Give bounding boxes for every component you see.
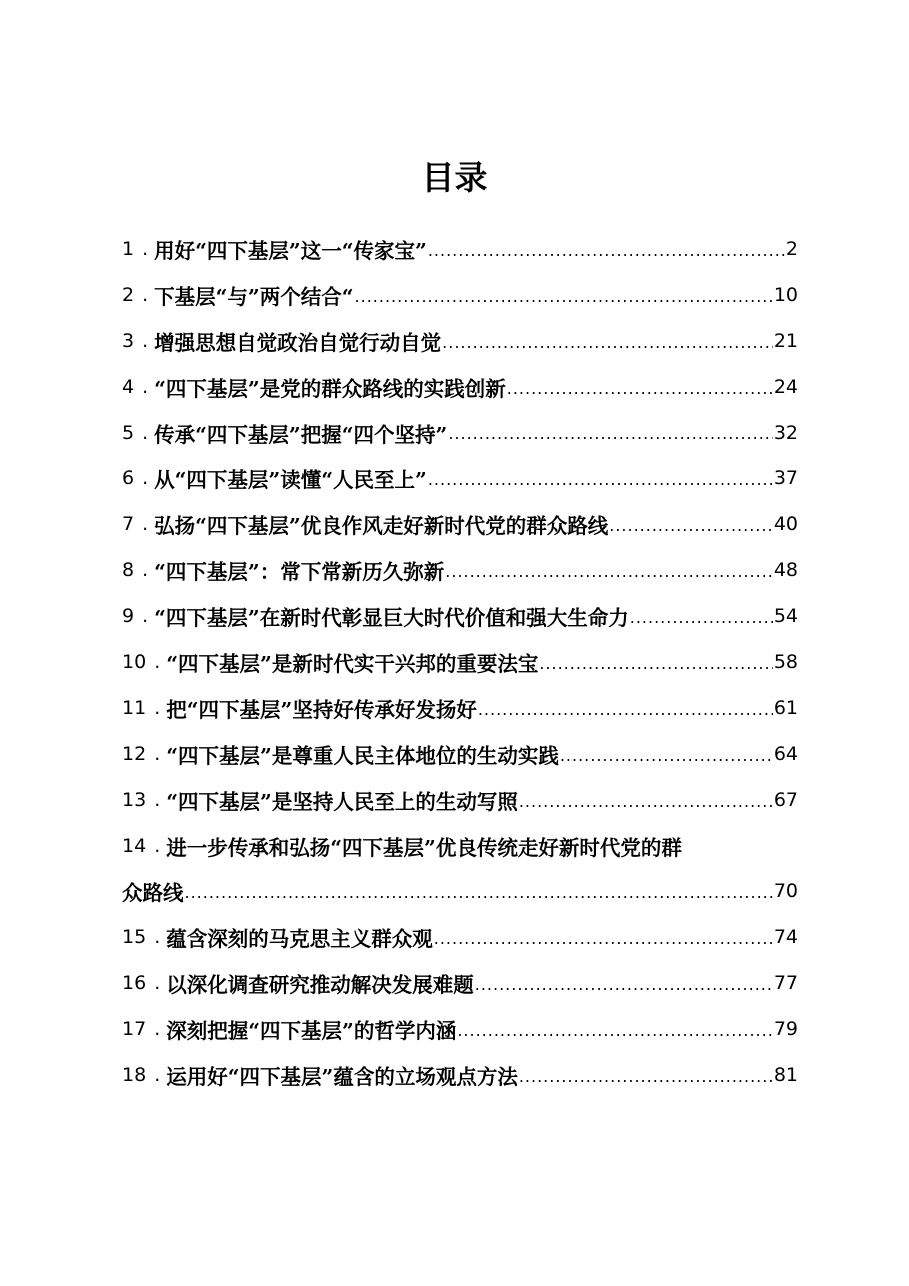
toc-entry-2[interactable]: 2 . 下基层“与”两个结合“ ..... 10 bbox=[122, 272, 798, 318]
toc-entry-page: 40 bbox=[773, 513, 798, 536]
toc-entry-title: 运用好“四下基层”蕴含的立场观点方法 bbox=[166, 1064, 518, 1089]
dot-leader bbox=[609, 516, 773, 547]
dot-leader bbox=[539, 654, 772, 685]
toc-entry-page: 24 bbox=[773, 375, 798, 398]
toc-entry-title: 以深化调查研究推动解决发展难题 bbox=[166, 973, 474, 998]
toc-entry-title: 蕴含深刻的马克思主义群众观 bbox=[166, 927, 433, 952]
toc-entry-title: “四下基层”是新时代实干兴邦的重要法宝 bbox=[166, 651, 539, 676]
toc-entry-title: 从“四下基层”读懂“人民至上” bbox=[154, 468, 427, 493]
toc-entry-number: 11 bbox=[122, 696, 147, 719]
dot-leader bbox=[442, 333, 773, 364]
toc-entry-number: 1 bbox=[122, 237, 135, 260]
toc-entry-title: 传承“四下基层”把握“四个坚持” bbox=[154, 422, 448, 447]
toc-entry-15[interactable]: 15 . 蕴含深刻的马克思主义群众观 ..... 74 bbox=[122, 914, 798, 960]
toc-entry-title-continued: 众路线 bbox=[122, 881, 184, 906]
toc-title: 目录 bbox=[421, 158, 488, 197]
toc-entry-title: 用好“四下基层”这一“传家宝” bbox=[154, 238, 427, 263]
toc-entry-number: 10 bbox=[122, 650, 147, 673]
toc-entry-page: 79 bbox=[773, 1018, 798, 1041]
toc-entry-18[interactable]: 18 . 运用好“四下基层”蕴含的立场观点方法 ..... 81 bbox=[122, 1052, 798, 1098]
toc-entry-title: 深刻把握“四下基层”的哲学内涵 bbox=[166, 1019, 457, 1044]
dot-leader bbox=[434, 929, 773, 960]
toc-entry-7[interactable]: 7 . 弘扬“四下基层”优良作风走好新时代党的群众路线 ..... 40 bbox=[122, 501, 798, 547]
toc-entry-title: “四下基层”是党的群众路线的实践创新 bbox=[154, 376, 506, 401]
toc-entry-number: 5 bbox=[122, 421, 135, 444]
toc-entry-5[interactable]: 5 . 传承“四下基层”把握“四个坚持” ..... 32 bbox=[122, 410, 798, 456]
toc-entry-number: 18 bbox=[122, 1063, 147, 1086]
toc-entry-page: 2 bbox=[785, 237, 798, 260]
dot-leader bbox=[445, 562, 773, 593]
toc-entry-page: 10 bbox=[773, 283, 798, 306]
toc-entry-number: 13 bbox=[122, 788, 147, 811]
toc-entry-title: 增强思想自觉政治自觉行动自觉 bbox=[154, 330, 442, 355]
toc-entry-title: 弘扬“四下基层”优良作风走好新时代党的群众路线 bbox=[154, 514, 609, 539]
dot-leader bbox=[507, 379, 773, 410]
toc-entry-page: 61 bbox=[773, 696, 798, 719]
toc-entry-number: 4 bbox=[122, 375, 135, 398]
toc-entry-number: 16 bbox=[122, 972, 147, 995]
toc-entry-page: 74 bbox=[773, 926, 798, 949]
toc-entry-16[interactable]: 16 . 以深化调查研究推动解决发展难题 ..... 77 bbox=[122, 960, 798, 1006]
toc-entry-number: 15 bbox=[122, 926, 147, 949]
toc-entry-title: “四下基层”是坚持人民至上的生动写照 bbox=[166, 789, 518, 814]
toc-entry-title: 下基层“与”两个结合“ bbox=[154, 284, 354, 309]
toc-entry-page: 67 bbox=[773, 788, 798, 811]
toc-entry-number: 7 bbox=[122, 513, 135, 536]
toc-entry-number: 14 bbox=[122, 834, 147, 857]
toc-entry-number: 8 bbox=[122, 559, 135, 582]
dot-leader bbox=[428, 241, 785, 272]
toc-entry-9[interactable]: 9 . “四下基层”在新时代彰显巨大时代价值和强大生命力 ..... 54 bbox=[122, 593, 798, 639]
toc-entry-8[interactable]: 8 . “四下基层”：常下常新历久弥新 ..... 48 bbox=[122, 547, 798, 593]
toc-entry-page: 32 bbox=[773, 421, 798, 444]
dot-leader bbox=[355, 287, 773, 318]
toc-entry-1[interactable]: 1 . 用好“四下基层”这一“传家宝” ..... 2 bbox=[122, 226, 798, 272]
toc-entry-6[interactable]: 6 . 从“四下基层”读懂“人民至上” ..... 37 bbox=[122, 455, 798, 501]
toc-entry-12[interactable]: 12 . “四下基层”是尊重人民主体地位的生动实践 ..... 64 bbox=[122, 731, 798, 777]
toc-entry-17[interactable]: 17 . 深刻把握“四下基层”的哲学内涵 ..... 79 bbox=[122, 1006, 798, 1052]
toc-entry-14[interactable]: 14 . 进一步传承和弘扬“四下基层”优良传统走好新时代党的群 众路线 ..... 70 bbox=[122, 823, 798, 915]
toc-entry-page: 48 bbox=[773, 559, 798, 582]
toc-entry-number: 17 bbox=[122, 1018, 147, 1041]
toc-entry-page: 54 bbox=[773, 605, 798, 628]
dot-leader bbox=[630, 608, 773, 639]
toc-entry-page: 81 bbox=[773, 1063, 798, 1086]
toc-entry-number: 3 bbox=[122, 329, 135, 352]
toc-entry-page: 21 bbox=[773, 329, 798, 352]
toc-entry-title: “四下基层”是尊重人民主体地位的生动实践 bbox=[166, 743, 559, 768]
toc-entry-title: “四下基层”在新时代彰显巨大时代价值和强大生命力 bbox=[154, 606, 629, 631]
dot-leader bbox=[448, 424, 773, 455]
dot-leader bbox=[478, 700, 773, 731]
toc-entry-title: 进一步传承和弘扬“四下基层”优良传统走好新时代党的群 bbox=[166, 835, 682, 860]
toc-entry-4[interactable]: 4 . “四下基层”是党的群众路线的实践创新 ..... 24 bbox=[122, 364, 798, 410]
dot-leader bbox=[519, 792, 773, 823]
toc-entry-page: 77 bbox=[773, 972, 798, 995]
toc-entry-title: 把“四下基层”坚持好传承好发扬好 bbox=[166, 697, 477, 722]
dot-leader bbox=[185, 883, 773, 914]
dot-leader bbox=[475, 975, 773, 1006]
toc-entry-page: 64 bbox=[773, 742, 798, 765]
dot-leader bbox=[560, 746, 773, 777]
toc-entry-10[interactable]: 10 . “四下基层”是新时代实干兴邦的重要法宝 ..... 58 bbox=[122, 639, 798, 685]
dot-leader bbox=[457, 1021, 772, 1052]
toc-entry-3[interactable]: 3 . 增强思想自觉政治自觉行动自觉 ..... 21 bbox=[122, 318, 798, 364]
toc-entry-number: 6 bbox=[122, 467, 135, 490]
toc-entry-11[interactable]: 11 . 把“四下基层”坚持好传承好发扬好 ..... 61 bbox=[122, 685, 798, 731]
toc-entry-number: 12 bbox=[122, 742, 147, 765]
toc-entry-page: 70 bbox=[773, 880, 798, 903]
toc-entry-page: 58 bbox=[773, 650, 798, 673]
dot-leader bbox=[428, 470, 773, 501]
toc-entry-number: 2 bbox=[122, 283, 135, 306]
toc-entry-title: “四下基层”：常下常新历久弥新 bbox=[154, 560, 445, 585]
toc-entry-13[interactable]: 13 . “四下基层”是坚持人民至上的生动写照 ..... 67 bbox=[122, 777, 798, 823]
dot-leader bbox=[519, 1067, 773, 1098]
table-of-contents bbox=[122, 226, 798, 1098]
toc-entry-number: 9 bbox=[122, 605, 135, 628]
toc-entry-page: 37 bbox=[773, 467, 798, 490]
